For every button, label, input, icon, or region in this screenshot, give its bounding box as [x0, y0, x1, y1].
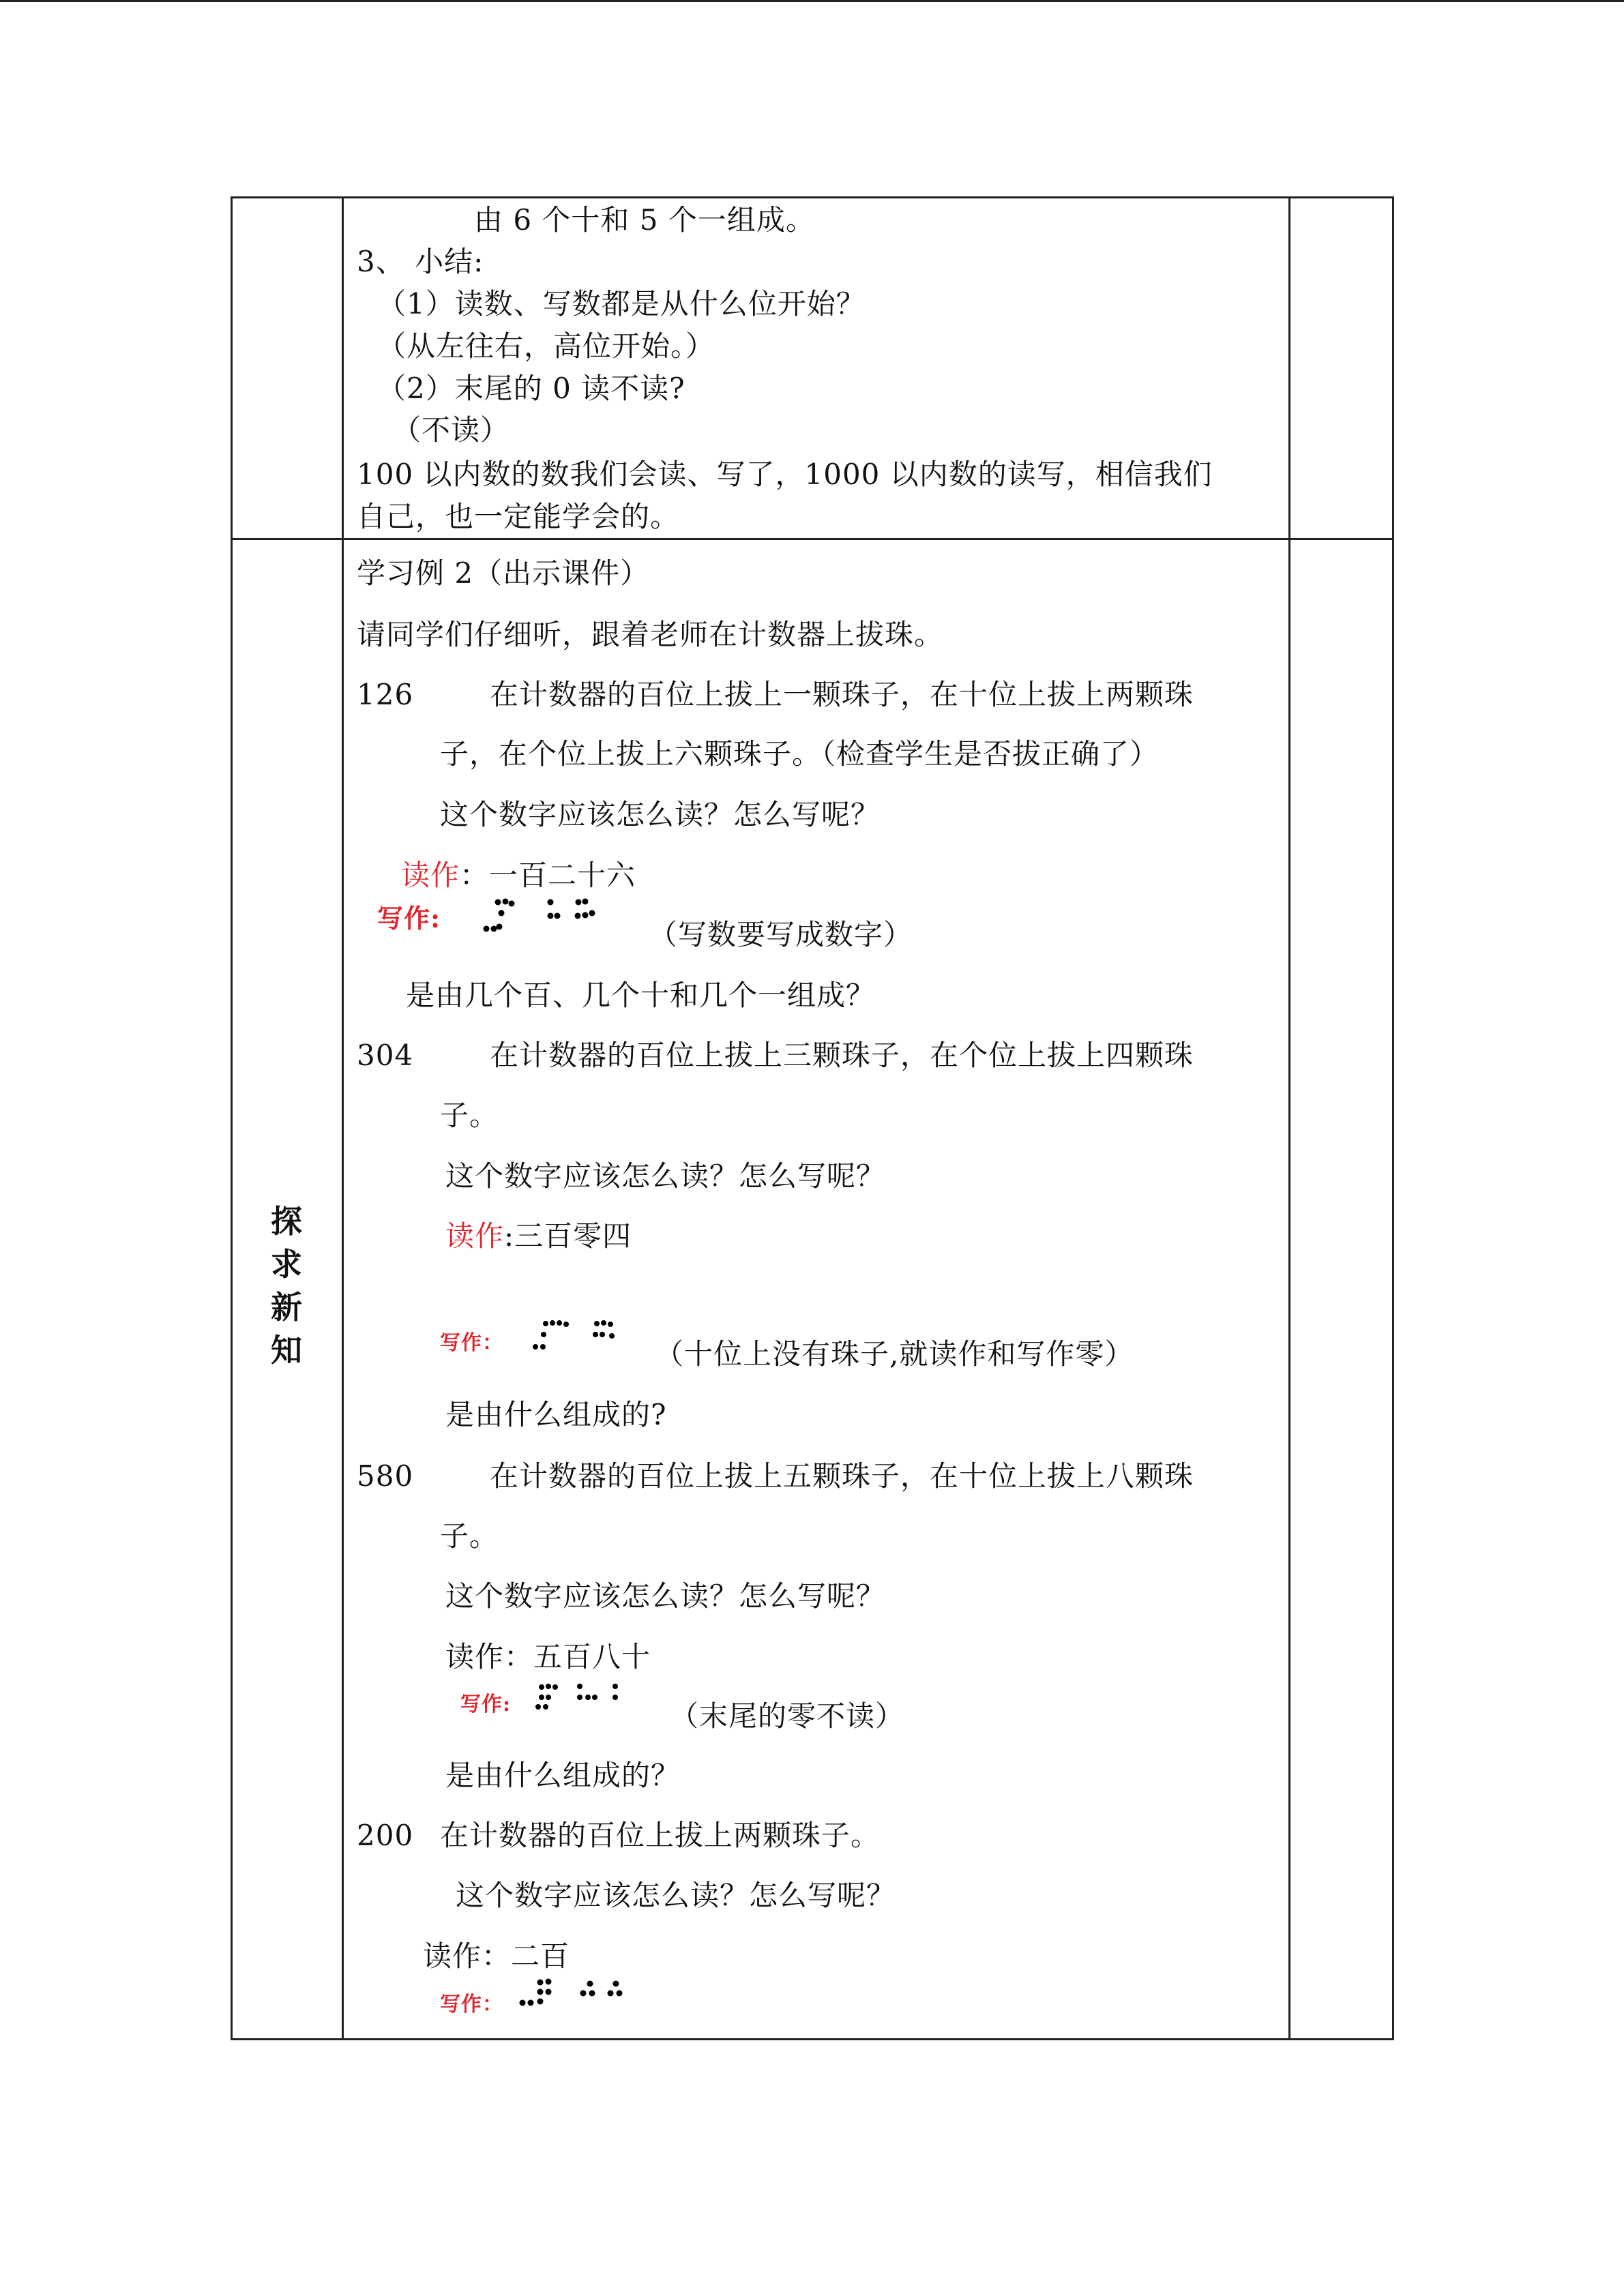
answer-line: （不读）	[392, 413, 510, 447]
dot-numeral	[515, 1976, 651, 2011]
write-label: 写作：	[440, 1993, 503, 2016]
note-text: （末尾的零不读）	[670, 1699, 905, 1733]
table-left-border	[231, 196, 233, 2040]
question-line: （2）末尾的 0 读不读?	[377, 372, 685, 405]
note-text: （写数要写成数字）	[649, 918, 913, 951]
section-label: 探 求 新 知	[271, 1203, 302, 1369]
write-label: 写作:	[377, 903, 441, 934]
write-label: 写作：	[440, 1331, 503, 1355]
text-line: 100 以内数的数我们会读、写了，1000 以内数的读写，相信我们	[357, 458, 1213, 491]
text-line: 在计数器的百位上拔上三颗珠子，在个位上拔上四颗珠	[490, 1039, 1194, 1072]
dot-numeral	[529, 1318, 645, 1354]
text-line: 在计数器的百位上拔上一颗珠子，在十位上拔上两颗珠	[490, 678, 1194, 711]
question-line: 这个数字应该怎么读？怎么写呢？	[445, 1159, 886, 1193]
question-line: （1）读数、写数都是从什么位开始？	[377, 287, 866, 320]
table-bottom-border	[231, 2038, 1394, 2040]
read-value: :三百零四	[504, 1219, 632, 1253]
answer-line: （从左往右，高位开始。）	[377, 329, 715, 363]
example-number: 126	[357, 678, 414, 711]
dot-numeral	[481, 897, 610, 936]
read-line: 读作：五百八十	[445, 1640, 651, 1673]
question-line: 是由什么组成的?	[445, 1398, 667, 1431]
text-line: 学习例 2（出示课件）	[357, 556, 650, 590]
note-text: （十位上没有珠子,就读作和写作零）	[655, 1337, 1134, 1371]
question-line: 是由什么组成的？	[445, 1759, 681, 1792]
text-line: 请同学们仔细听，跟着老师在计数器上拔珠。	[357, 618, 944, 651]
text-line: 自己，也一定能学会的。	[357, 500, 680, 533]
read-line	[401, 856, 636, 895]
question-line: 这个数字应该怎么读？怎么写呢？	[440, 798, 881, 831]
page-top-border	[0, 0, 1624, 2]
write-label: 写作:	[460, 1693, 512, 1716]
example-number: 200	[357, 1819, 414, 1852]
read-label: 读作	[445, 1219, 505, 1253]
table-right-border	[1392, 196, 1394, 2040]
text-line: 子。	[440, 1519, 499, 1553]
read-line: 读作：二百	[423, 1939, 570, 1973]
table-row-divider	[231, 538, 1394, 540]
table-column-divider	[1288, 196, 1290, 2040]
question-line: 这个数字应该怎么读？怎么写呢？	[456, 1879, 896, 1912]
text-line: 子。	[440, 1099, 499, 1132]
text-line: 在计数器的百位上拔上两颗珠子。	[440, 1819, 881, 1852]
dot-numeral	[532, 1681, 634, 1716]
summary-heading: 3、 小结:	[357, 245, 484, 278]
question-line: 是由几个百、几个十和几个一组成？	[406, 979, 876, 1012]
text-line: 由 6 个十和 5 个一组成。	[474, 203, 815, 237]
read-label: 读作	[401, 859, 460, 892]
text-line: 在计数器的百位上拔上五颗珠子，在十位上拔上八颗珠	[490, 1459, 1194, 1493]
example-number: 304	[357, 1039, 414, 1072]
text-line: 子，在个位上拔上六颗珠子。（检查学生是否拔正确了）	[440, 737, 1160, 771]
table-column-divider	[342, 196, 344, 2040]
read-value: ：一百二十六	[460, 859, 636, 892]
example-number: 580	[357, 1459, 414, 1493]
read-line	[445, 1217, 632, 1255]
question-line: 这个数字应该怎么读？怎么写呢？	[445, 1579, 886, 1613]
table-top-border	[231, 196, 1394, 198]
